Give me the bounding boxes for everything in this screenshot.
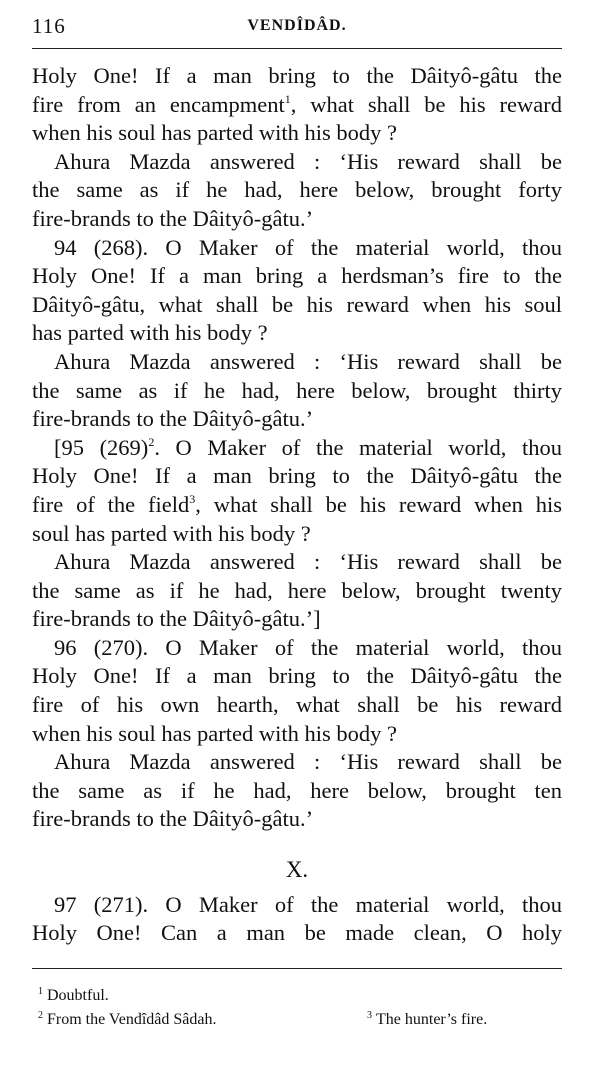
text-line-content: the same as if he had, here below, brought twenty — [32, 577, 562, 603]
text-line — [32, 119, 562, 148]
text-line-content: fire from an encampment — [32, 91, 285, 117]
footnote-reference: 3 — [189, 491, 196, 506]
text-line-content: the same as if he had, here below, brought thirty — [32, 377, 562, 403]
text-line — [32, 405, 562, 434]
text-line-content: Ahura Mazda answered : ‘His reward shall be — [54, 148, 562, 174]
text-line-content: Holy One! Can a man be made clean, O holy — [32, 920, 562, 946]
text-line — [32, 434, 562, 463]
footnote-2-text: From the Vendîdâd Sâdah. — [47, 1011, 217, 1028]
text-line — [32, 462, 562, 491]
text-line-content: when his soul has parted with his body ? — [32, 720, 397, 746]
text-line — [32, 919, 562, 948]
footnote-row-2 — [32, 1008, 562, 1032]
text-line — [32, 520, 562, 549]
text-line-content: 96 (270). O Maker of the material world, thou — [54, 634, 562, 660]
footnote-3 — [361, 1008, 487, 1032]
text-line — [32, 262, 562, 291]
text-line-continuation: , what shall be his reward — [290, 91, 562, 117]
text-line — [32, 291, 562, 320]
text-line — [32, 662, 562, 691]
text-line-content: 94 (268). O Maker of the material world, thou — [54, 234, 562, 260]
footnote-2-mark: 2 — [38, 1010, 43, 1021]
text-line-content: Ahura Mazda answered : ‘His reward shall be — [54, 749, 562, 775]
footnote-1 — [32, 984, 562, 1008]
text-line — [32, 634, 562, 663]
text-line-content: fire of his own hearth, what shall be his reward — [32, 692, 562, 718]
text-line-content: Holy One! If a man bring to the Dâityô-gâtu the — [32, 663, 562, 689]
footnote-3-text: The hunter’s fire. — [376, 1011, 488, 1028]
page-number: 116 — [32, 14, 66, 38]
text-line-content: when his soul has parted with his body ? — [32, 120, 397, 146]
text-line-content: the same as if he had, here below, brought forty — [32, 177, 562, 203]
text-line-continuation: , what shall be his reward when his — [195, 491, 562, 517]
text-line — [32, 691, 562, 720]
text-line-content: 97 (271). O Maker of the material world, thou — [54, 891, 562, 917]
footnote-3-mark: 3 — [367, 1010, 372, 1021]
text-line — [32, 205, 562, 234]
text-line-content: has parted with his body ? — [32, 320, 268, 346]
footnote-1-mark: 1 — [38, 986, 43, 997]
text-line-content: the same as if he had, here below, brought ten — [32, 777, 562, 803]
text-line — [32, 176, 562, 205]
running-head — [32, 14, 562, 42]
text-line-content: fire-brands to the Dâityô-gâtu.’ — [32, 406, 314, 432]
text-line-content: fire-brands to the Dâityô-gâtu.’] — [32, 606, 321, 632]
text-line-content: Holy One! If a man bring to the Dâityô-gâtu the — [32, 63, 562, 88]
footnotes — [32, 984, 562, 1032]
text-line — [32, 348, 562, 377]
text-line — [32, 234, 562, 263]
text-line-content: fire-brands to the Dâityô-gâtu.’ — [32, 806, 314, 832]
text-line — [32, 91, 562, 120]
text-line-content: Holy One! If a man bring to the Dâityô-gâtu the — [32, 463, 562, 489]
body-text — [32, 62, 562, 948]
running-title: VENDÎDÂD. — [247, 17, 347, 34]
text-line-content: Ahura Mazda answered : ‘His reward shall be — [54, 549, 562, 575]
text-line-continuation: . O Maker of the material world, thou — [154, 434, 562, 460]
section-heading: X. — [285, 857, 309, 883]
text-line-content: fire-brands to the Dâityô-gâtu.’ — [32, 205, 314, 231]
text-line — [32, 605, 562, 634]
text-line — [32, 777, 562, 806]
text-line — [32, 148, 562, 177]
text-line — [32, 720, 562, 749]
text-line — [32, 748, 562, 777]
footnote-rule — [32, 968, 562, 969]
text-line — [32, 491, 562, 520]
footnote-reference: 1 — [284, 91, 291, 106]
text-line — [32, 377, 562, 406]
text-line-content: [95 (269) — [54, 434, 149, 460]
footnote-2 — [32, 1011, 216, 1028]
footnote-1-text: Doubtful. — [47, 987, 109, 1004]
text-line-content: Dâityô-gâtu, what shall be his reward when his soul — [32, 291, 562, 317]
header-rule — [32, 48, 562, 49]
text-line-content: soul has parted with his body ? — [32, 520, 311, 546]
text-line-content: Holy One! If a man bring a herdsman’s fire to the — [32, 263, 562, 289]
text-line — [32, 548, 562, 577]
text-line — [32, 577, 562, 606]
text-line-content: Ahura Mazda answered : ‘His reward shall be — [54, 348, 562, 374]
text-line — [32, 891, 562, 920]
text-line — [32, 319, 562, 348]
text-line — [32, 805, 562, 834]
footnote-reference: 2 — [148, 434, 155, 449]
text-line — [32, 62, 562, 91]
text-line-content: fire of the field — [32, 491, 190, 517]
